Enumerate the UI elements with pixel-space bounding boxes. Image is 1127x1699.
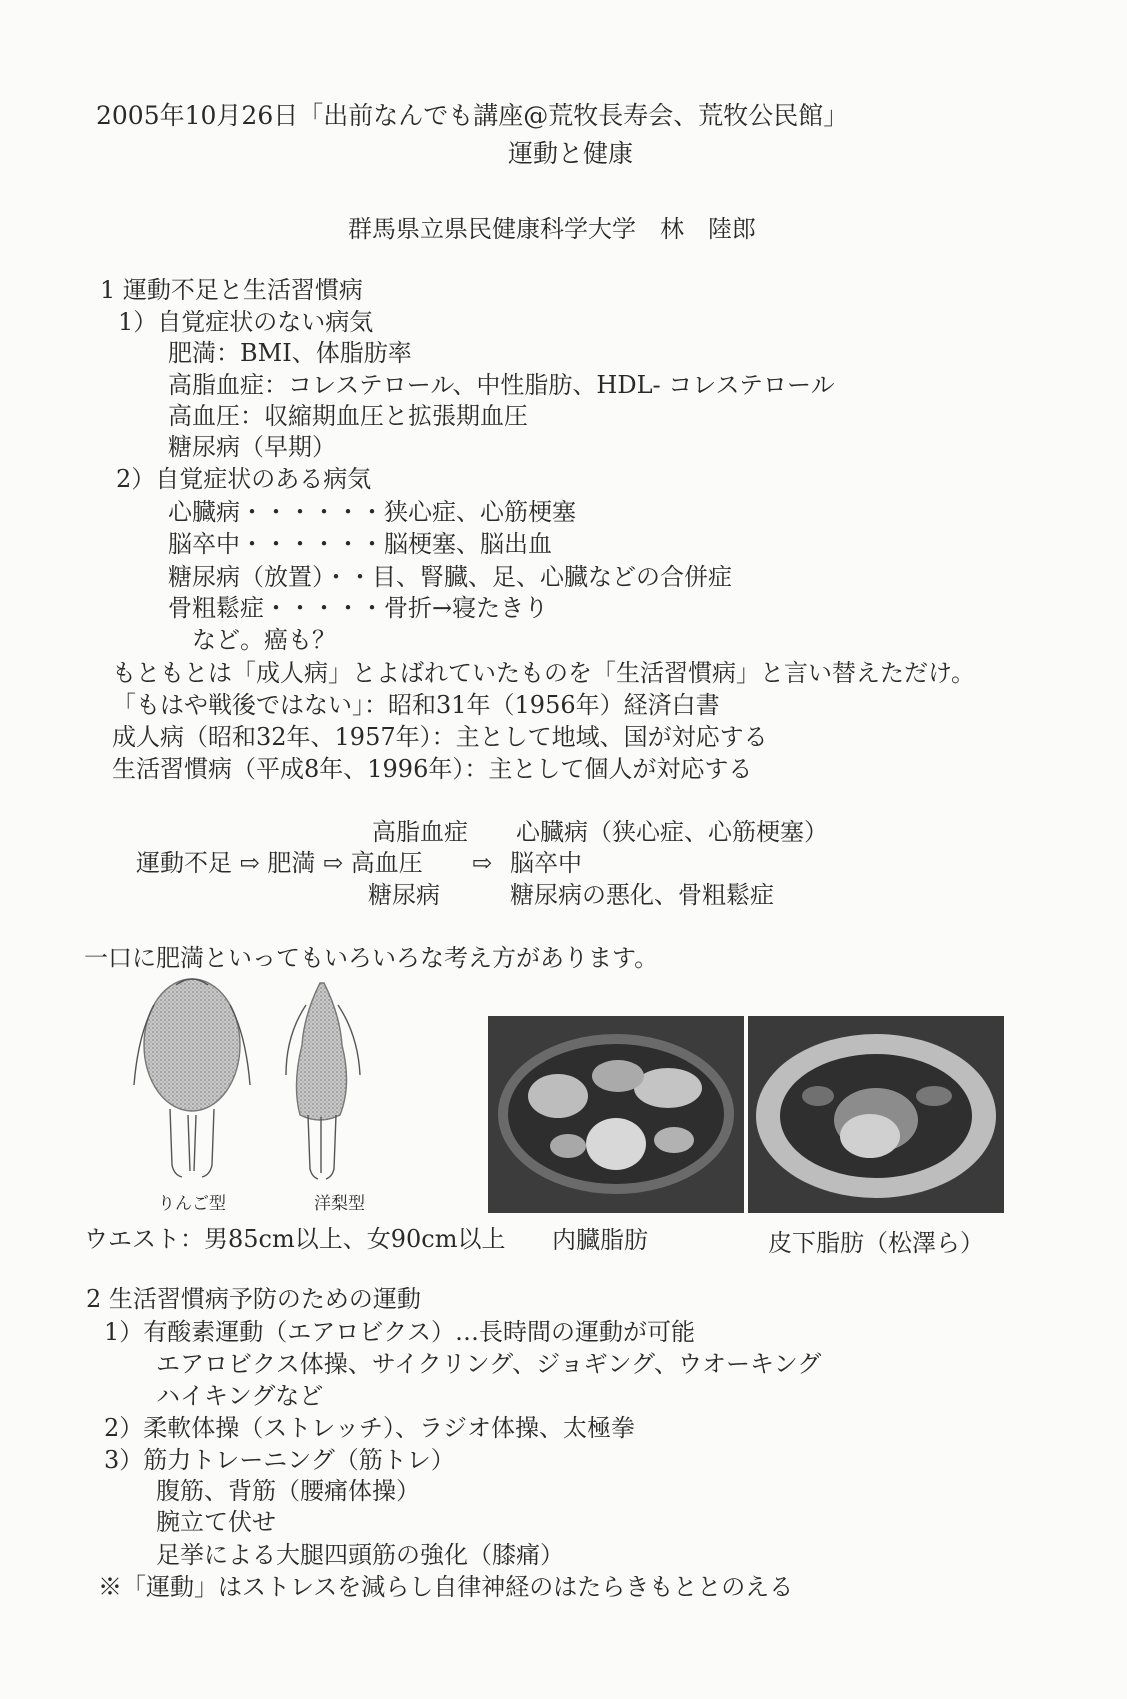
apple-body-figure — [134, 979, 250, 1177]
sub1-item: 高脂血症：コレステロール、中性脂肪、HDL- コレステロール — [168, 371, 835, 399]
ct-image-visceral-fat — [488, 1016, 744, 1213]
paragraph: 生活習慣病（平成8年、1996年）：主として個人が対応する — [112, 755, 753, 783]
author: 群馬県立県民健康科学大学 林 陸郎 — [348, 215, 756, 243]
section2-line: エアロビクス体操、サイクリング、ジョギング、ウオーキング — [156, 1350, 822, 1378]
event-line: 2005年10月26日「出前なんでも講座@荒牧長寿会、荒牧公民館」 — [96, 101, 849, 130]
paragraph: 成人病（昭和32年、1957年）：主として地域、国が対応する — [112, 723, 768, 751]
section2-note: ※「運動」はストレスを減らし自律神経のはたらきもととのえる — [98, 1573, 794, 1601]
flow-diabetes-worse: 糖尿病の悪化、骨粗鬆症 — [510, 881, 774, 909]
apple-type-label: りんご型 — [158, 1194, 226, 1214]
body-type-illustration — [120, 975, 400, 1185]
pear-body-figure — [286, 983, 360, 1179]
flow-hyperlipidemia: 高脂血症 — [372, 818, 468, 846]
flow-main-chain: 運動不足 ⇨ 肥満 ⇨ 高血圧 — [136, 849, 423, 877]
sub1-item: 高血圧：収縮期血圧と拡張期血圧 — [168, 402, 528, 430]
sub2-item: 糖尿病（放置）・・目、腎臓、足、心臓などの合併症 — [168, 563, 732, 591]
section2-line: 足挙による大腿四頭筋の強化（膝痛） — [156, 1541, 564, 1569]
section2-line: 腕立て伏せ — [156, 1508, 276, 1536]
sub1-item: 糖尿病（早期） — [168, 433, 336, 461]
sub2-heading: 2）自覚症状のある病気 — [116, 465, 372, 493]
paragraph: もともとは「成人病」とよばれていたものを「生活習慣病」と言い替えただけ。 — [112, 659, 976, 687]
section1-heading: 1 運動不足と生活習慣病 — [100, 276, 363, 304]
flow-arrow: ⇨ — [472, 849, 493, 877]
section2-line: 2）柔軟体操（ストレッチ）、ラジオ体操、太極拳 — [104, 1414, 636, 1442]
waist-criteria: ウエスト：男85cm以上、女90cm以上 — [84, 1225, 506, 1253]
ct-image-subcutaneous-fat — [748, 1016, 1004, 1213]
sub2-item: 心臓病・・・・・・狭心症、心筋梗塞 — [168, 498, 576, 526]
sub2-note: など。癌も？ — [192, 626, 336, 654]
sub2-item: 骨粗鬆症・・・・・骨折→寝たきり — [168, 594, 549, 622]
sub1-item: 肥満：BMI、体脂肪率 — [168, 339, 412, 367]
sub2-item: 脳卒中・・・・・・脳梗塞、脳出血 — [168, 530, 552, 558]
section2-line: 腹筋、背筋（腰痛体操） — [156, 1477, 420, 1505]
subcutaneous-fat-label: 皮下脂肪（松澤ら） — [768, 1229, 984, 1257]
visceral-fat-label: 内臓脂肪 — [552, 1226, 648, 1254]
section2-line: ハイキングなど — [156, 1382, 324, 1410]
section2-line: 1）有酸素運動（エアロビクス）…長時間の運動が可能 — [104, 1318, 696, 1346]
obesity-intro: 一口に肥満といってもいろいろな考え方があります。 — [84, 944, 659, 972]
section2-heading: 2 生活習慣病予防のための運動 — [86, 1285, 421, 1313]
paragraph: 「もはや戦後ではない」：昭和31年（1956年）経済白書 — [112, 691, 720, 719]
section2-line: 3）筋力トレーニング（筋トレ） — [104, 1446, 455, 1474]
sub1-heading: 1）自覚症状のない病気 — [118, 308, 374, 336]
flow-stroke: 脳卒中 — [510, 849, 582, 877]
page-title: 運動と健康 — [508, 139, 634, 168]
flow-heart-disease: 心臓病（狭心症、心筋梗塞） — [516, 818, 828, 846]
pear-type-label: 洋梨型 — [314, 1194, 365, 1214]
flow-diabetes: 糖尿病 — [368, 881, 440, 909]
